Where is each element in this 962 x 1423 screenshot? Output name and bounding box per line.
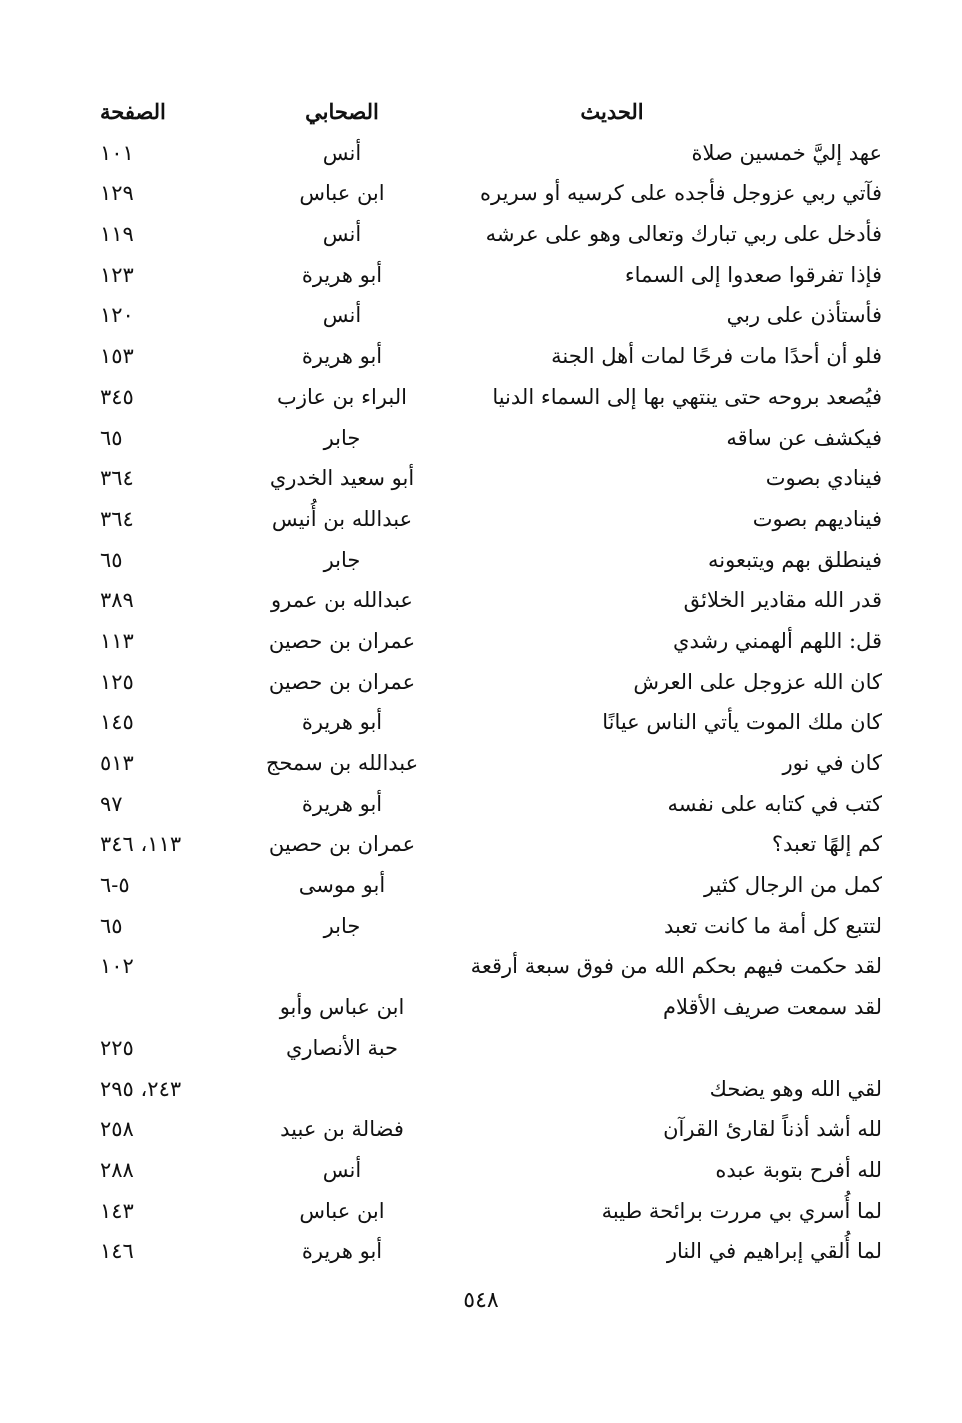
table-row [0, 621, 962, 662]
page-ref: ١١٣، ٣٤٦ [100, 832, 182, 857]
hadith-text: فلو أن أحدًا مات فرحًا لمات أهل الجنة [551, 344, 882, 369]
sahabi-name: أبو سعيد الخدري [269, 466, 415, 491]
hadith-text: قل: اللهم ألهمني رشدي [673, 628, 882, 653]
hadith-text: فينطلق بهم ويتبعونه [708, 547, 882, 572]
sahabi-name: أبو هريرة [301, 710, 383, 735]
sahabi-name: البراء بن عازب [277, 384, 407, 409]
sahabi-name: عمران بن حصين [268, 628, 416, 653]
page-ref: ٦٥ [100, 913, 123, 938]
hadith-text: لقي الله وهو يضحك [709, 1076, 882, 1101]
page-ref: ١٤٦ [100, 1239, 134, 1264]
table-row [0, 987, 962, 1028]
sahabi-name: عبدالله بن أُنيس [271, 506, 413, 531]
page-ref: ٣٦٤ [100, 466, 134, 491]
sahabi-name: ابن عباس [299, 1198, 385, 1223]
hadith-text: لتتبع كل أمة ما كانت تعبد [663, 913, 882, 938]
page-ref: ٩٧ [100, 791, 123, 816]
hadith-text: قدر الله مقادير الخلائق [683, 588, 882, 613]
table-row [0, 1231, 962, 1272]
sahabi-name: عمران بن حصين [268, 832, 416, 857]
hadith-text: كان في نور [782, 751, 882, 775]
page-ref: ٢٥٨ [100, 1117, 134, 1142]
hadith-text: كم إلهًا تعبد؟ [771, 832, 882, 857]
page-ref: ٣٤٥ [100, 384, 134, 409]
table-row [0, 133, 962, 174]
table-row [0, 1150, 962, 1191]
sahabi-name: أبو هريرة [301, 1239, 383, 1264]
table-row [0, 336, 962, 377]
page-ref: ٦٥ [100, 547, 123, 572]
table-row [0, 906, 962, 947]
hadith-text: فيكشف عن ساقه [726, 425, 882, 450]
table-row [0, 173, 962, 214]
table-row [0, 255, 962, 296]
hadith-text: عهد إليَّ خمسين صلاة [691, 140, 882, 165]
sahabi-name: أبو هريرة [301, 262, 383, 287]
page-ref: ١٠١ [100, 140, 134, 165]
sahabi-name: عمران بن حصين [268, 669, 416, 694]
sahabi-name: عبدالله بن عمرو [271, 588, 413, 613]
sahabi-name: أنس [322, 222, 362, 247]
sahabi-name: ابن عباس وأبو [279, 995, 405, 1020]
table-row [0, 824, 962, 865]
hadith-text: فينادي بصوت [765, 466, 882, 491]
table-row [0, 1028, 962, 1069]
table-row [0, 458, 962, 499]
page-ref: ١٢٣ [100, 262, 134, 287]
page-ref: ٢٢٥ [100, 1035, 134, 1060]
table-row [0, 662, 962, 703]
sahabi-name: جابر [323, 547, 361, 572]
page-ref: ١١٣ [100, 628, 134, 653]
hadith-text: فأستأذن على ربي [726, 303, 882, 328]
hadith-index-table [0, 92, 962, 1272]
hadith-text: فآتي ربي عزوجل فأجده على كرسيه أو سريره [480, 181, 882, 206]
table-row [0, 377, 962, 418]
table-row [0, 214, 962, 255]
page-ref: ٢٨٨ [100, 1157, 134, 1182]
sahabi-name: أنس [322, 303, 362, 328]
sahabi-name: جابر [323, 913, 361, 938]
page-ref: ٥-٦ [100, 873, 130, 898]
hadith-text: كان ملك الموت يأتي الناس عيانًا [602, 710, 882, 735]
hadith-text: فيناديهم بصوت [752, 506, 882, 531]
table-row [0, 946, 962, 987]
header-sahabi: الصحابي [305, 99, 379, 124]
table-header [0, 92, 962, 133]
hadith-text: فأدخل على ربي تبارك وتعالى وهو على عرشه [485, 222, 882, 247]
page-ref: ١٥٣ [100, 344, 134, 369]
hadith-text: لله أفرح بتوبة عبده [715, 1157, 882, 1182]
header-hadith: الحديث [580, 99, 644, 124]
table-row [0, 743, 962, 784]
page-ref: ٢٤٣، ٢٩٥ [100, 1076, 182, 1101]
table-row [0, 295, 962, 336]
hadith-text: لما أُلقي إبراهيم في النار [666, 1239, 882, 1264]
hadith-text: كتب في كتابه على نفسه [667, 791, 882, 816]
hadith-text: فإذا تفرقوا صعدوا إلى السماء [624, 262, 882, 287]
sahabi-name: أبو موسى [298, 873, 386, 898]
table-row [0, 784, 962, 825]
table-row [0, 418, 962, 459]
sahabi-name: أنس [322, 140, 362, 165]
table-row [0, 1109, 962, 1150]
page-ref: ١٢٥ [100, 669, 134, 694]
hadith-text: لقد سمعت صريف الأقلام [663, 995, 882, 1020]
hadith-text: لله أشد أذناً لقارئ القرآن [663, 1117, 882, 1142]
hadith-text: لقد حكمت فيهم بحكم الله من فوق سبعة أرقعة [470, 954, 882, 979]
table-body [0, 133, 962, 1272]
sahabi-name: ابن عباس [299, 181, 385, 206]
sahabi-name: أبو هريرة [301, 344, 383, 369]
page-ref: ١٢٠ [100, 303, 134, 328]
header-page: الصفحة [100, 99, 166, 124]
table-row [0, 499, 962, 540]
sahabi-name: عبدالله بن سمحج [265, 751, 419, 775]
table-row [0, 540, 962, 581]
hadith-text: كان الله عزوجل على العرش [633, 669, 882, 694]
page-ref: ٣٨٩ [100, 588, 134, 613]
page-ref: ١١٩ [100, 222, 134, 247]
table-row [0, 1191, 962, 1232]
hadith-text: لما أُسري بي مررت برائحة طيبة [601, 1198, 882, 1223]
table-row [0, 702, 962, 743]
hadith-text: كمل من الرجال كثير [703, 873, 882, 898]
page-ref: ٣٦٤ [100, 506, 134, 531]
sahabi-name: حبة الأنصاري [285, 1035, 399, 1060]
sahabi-name: أبو هريرة [301, 791, 383, 816]
page-ref: ٥١٣ [100, 751, 134, 775]
table-row [0, 580, 962, 621]
page-ref: ١٠٢ [100, 954, 134, 979]
sahabi-name: جابر [323, 425, 361, 450]
page-ref: ١٤٣ [100, 1198, 134, 1223]
sahabi-name: أنس [322, 1157, 362, 1182]
table-row [0, 1069, 962, 1110]
hadith-text: فيُصعد بروحه حتى ينتهي بها إلى السماء الدنيا [492, 384, 882, 409]
table-row [0, 865, 962, 906]
page-ref: ١٢٩ [100, 181, 134, 206]
page-ref: ٦٥ [100, 425, 123, 450]
page-number: ٥٤٨ [463, 1288, 499, 1313]
sahabi-name: فضالة بن عبيد [280, 1117, 404, 1142]
page-ref: ١٤٥ [100, 710, 134, 735]
